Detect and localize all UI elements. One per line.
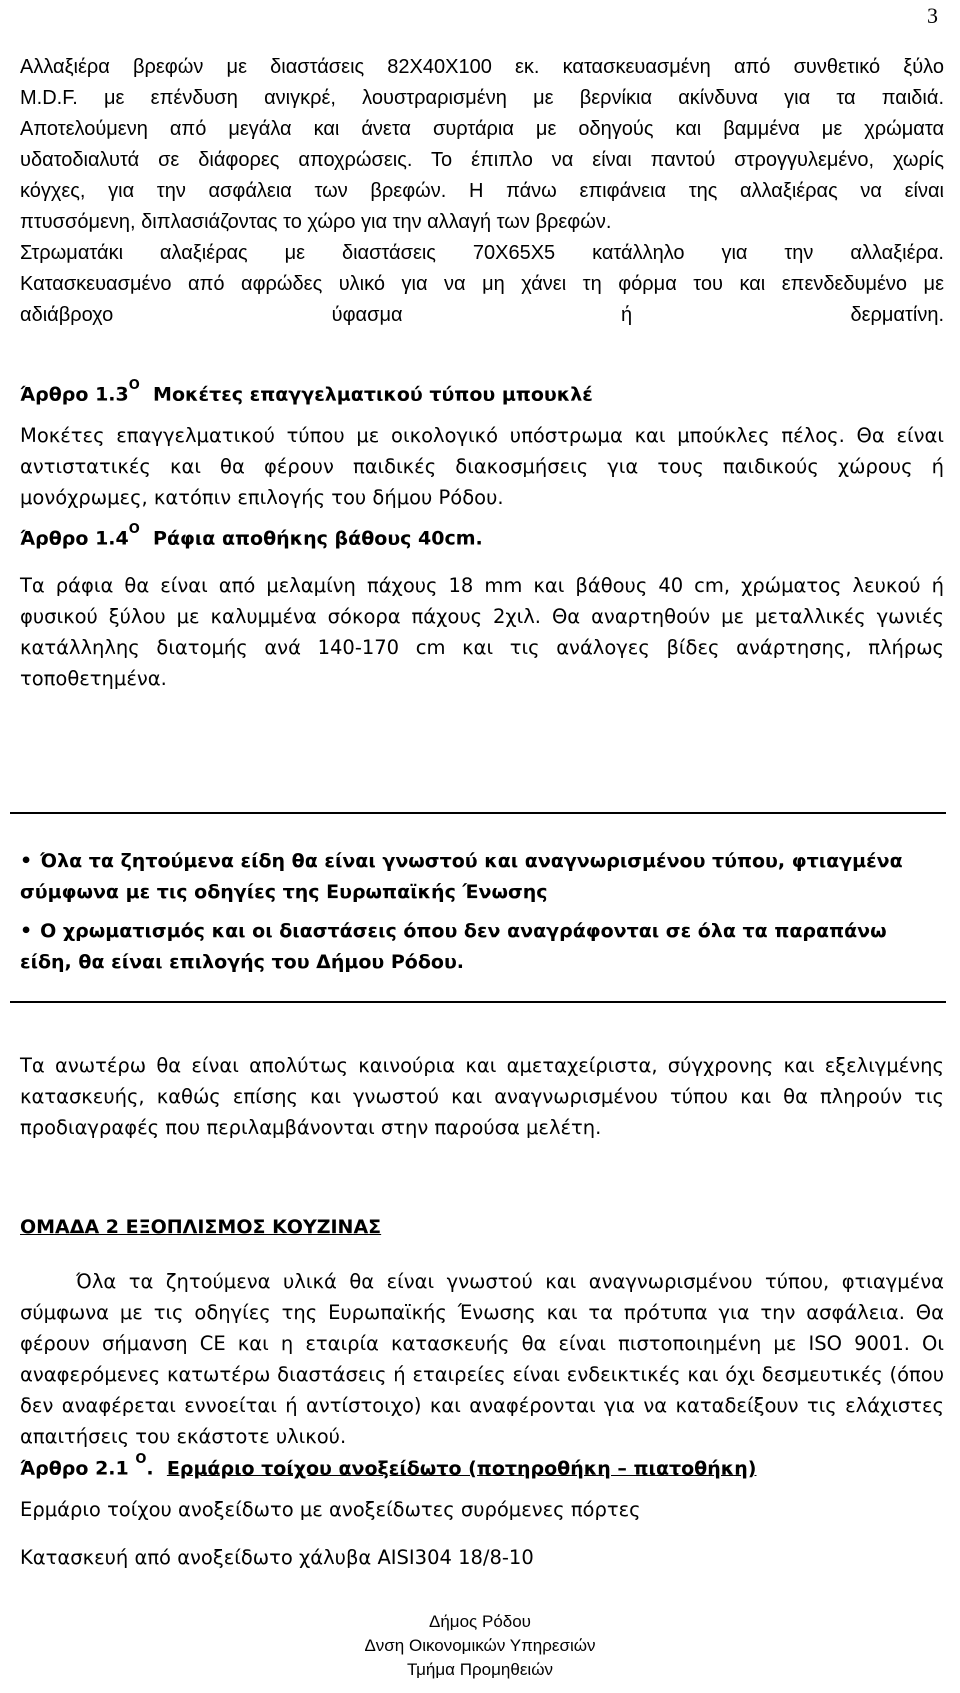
article-prefix: Άρθρο 2.1 — [20, 1457, 129, 1480]
intro-line: Στρωματάκι αλαξιέρας με διαστάσεις 70Χ65Χ5 κατάλληλο για την αλλαξιέρα. — [20, 242, 944, 264]
notice-bottom-rule — [10, 1001, 946, 1003]
notice-bullet-1-text: Όλα τα ζητούμενα είδη θα είναι γνωστού και αναγνωρισμένου τύπου, φτιαγμένα σύμφωνα με τις οδηγίες της Ευρωπαϊκής Ένωσης — [20, 850, 903, 903]
article-1-4-body: Τα ράφια θα είναι από μελαμίνη πάχους 18 mm και βάθους 40 cm, χρώματος λευκού ή φυσικού ξύλου με καλυμμένα σόκορα πάχους 2χιλ. Θα αναρτηθούν με μεταλλικές γωνιές κατάλληλης διατομής ανά 140-170 cm και τις ανάλογες βίδες ανάρτησης, πλήρως τοποθετημένα. — [20, 574, 944, 690]
intro-line: υδατοδιαλυτά σε διάφορες αποχρώσεις. Το έπιπλο να είναι παντού στρογγυλεμένο, χωρίς — [20, 149, 944, 171]
article-sup: Ο — [128, 522, 140, 537]
intro-line: κόγχες, για την ασφάλεια των βρεφών. Η πάνω επιφάνεια της αλλαξιέρας να είναι — [20, 180, 944, 202]
bullet-icon: • — [20, 920, 33, 942]
intro-paragraph — [20, 52, 944, 331]
article-title: Μοκέτες επαγγελματικού τύπου μπουκλέ — [153, 383, 593, 406]
intro-line: Κατασκευασμένο από αφρώδες υλικό για να μη χάνει τη φόρμα του και επενδεδυμένο με — [20, 273, 944, 295]
article-1-3-body: Μοκέτες επαγγελματικού τύπου με οικολογικό υπόστρωμα και μπούκλες πέλος. Θα είναι αντιστατικές και θα φέρουν παιδικές διακοσμήσεις για τους παιδικούς χώρους ή μονόχρωμες, κατόπιν επιλογής του δήμου Ρόδου. — [20, 424, 944, 509]
notice-top-rule — [10, 812, 946, 814]
intro-line: Αποτελούμενη από μεγάλα και άνετα συρτάρια με οδηγούς και βαμμένα με χρώματα — [20, 118, 944, 140]
article-sup: Ο — [135, 1452, 147, 1467]
article-title: Ερμάριο τοίχου ανοξείδωτο (ποτηροθήκη – πιατοθήκη) — [166, 1457, 757, 1480]
notice-bullet-2-text: Ο χρωματισμός και οι διαστάσεις όπου δεν αναγράφονται σε όλα τα παραπάνω είδη, θα είναι επιλογής του Δήμου Ρόδου. — [20, 920, 887, 973]
article-title: Ράφια αποθήκης βάθους 40cm. — [153, 527, 483, 550]
article-prefix: Άρθρο 1.3 — [20, 383, 129, 406]
group-2-heading: ΟΜΑΔΑ 2 ΕΞΟΠΛΙΣΜΟΣ ΚΟΥΖΙΝΑΣ — [20, 1216, 382, 1238]
page-number: 3 — [927, 3, 938, 28]
notice-bullet-2 — [20, 916, 944, 978]
footer-line: Τμήμα Προμηθειών — [407, 1660, 553, 1679]
article-2-1-line-1: Ερμάριο τοίχου ανοξείδωτο με ανοξείδωτες συρόμενες πόρτες — [20, 1498, 641, 1521]
bullet-icon: • — [20, 850, 33, 872]
footer-line: Δνση Οικονομικών Υπηρεσιών — [364, 1636, 596, 1655]
article-2-1-heading: Άρθρο 2.1 $^O$. Ερμάριο τοίχου ανοξείδωτο (ποτηροθήκη – πιατοθήκη) — [20, 1452, 757, 1480]
intro-line: πτυσσόμενη, διπλασιάζοντας το χώρο για την αλλαγή των βρεφών. — [20, 211, 612, 233]
intro-line: αδιάβροχο ύφασμα ή δερματίνη. — [20, 304, 944, 326]
group-2-body: Όλα τα ζητούμενα υλικά θα είναι γνωστού και αναγνωρισμένου τύπου, φτιαγμένα σύμφωνα με τις οδηγίες της Ευρωπαϊκής Ένωσης και τα πρότυπα για την ασφάλεια. Θα φέρουν σήμανση CE και η εταιρία κατασκευής θα είναι πιστοποιημένη με ISO 9001. Οι αναφερόμενες κατωτέρω διαστάσεις ή εταιρείες είναι ενδεικτικές και όχι δεσμευτικές (όπου δεν αναφέρεται εννοείται ή αντίστοιχο) και αναφέρονται για να καταδείξουν τις ελάχιστες απαιτήσεις του εκάστοτε υλικού. — [20, 1270, 944, 1448]
article-2-1-line-2: Κατασκευή από ανοξείδωτο χάλυβα AISI304 18/8-10 — [20, 1546, 534, 1569]
article-1-3-heading — [20, 374, 593, 410]
article-prefix: Άρθρο 1.4 — [20, 527, 129, 550]
footer — [0, 1610, 960, 1682]
intro-line: Αλλαξιέρα βρεφών με διαστάσεις 82Χ40Χ100 εκ. κατασκευασμένη από συνθετικό ξύλο — [20, 56, 944, 78]
notice-bullet-1 — [20, 846, 944, 908]
article-1-4-heading — [20, 518, 483, 554]
intro-line: M.D.F. με επένδυση ανιγκρέ, λουστραρισμένη με βερνίκια ακίνδυνα για τα παιδιά. — [20, 87, 944, 109]
article-sup: Ο — [128, 378, 140, 393]
footer-line: Δήμος Ρόδου — [429, 1612, 531, 1631]
summary-paragraph: Τα ανωτέρω θα είναι απολύτως καινούρια και αμεταχείριστα, σύγχρονης και εξελιγμένης κατασκευής, καθώς επίσης και γνωστού και αναγνωρισμένου τύπου και θα πληρούν τις προδιαγραφές που περιλαμβάνονται στην παρούσα μελέτη. — [20, 1054, 944, 1139]
